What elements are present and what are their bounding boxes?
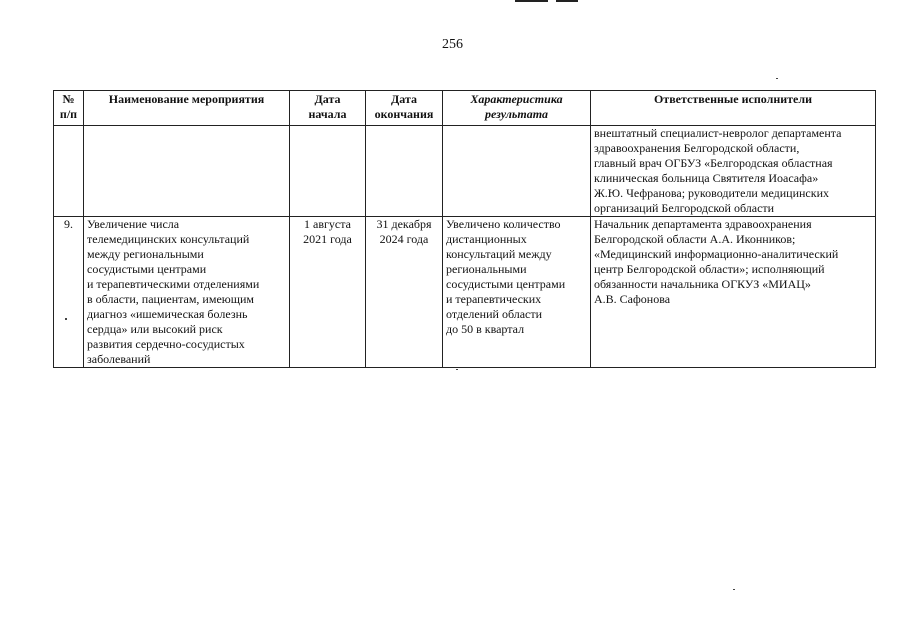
text-line: внештатный специалист-невролог департамента: [594, 126, 842, 140]
scan-speck: [456, 369, 458, 370]
text-line: 2021 года: [303, 232, 352, 246]
text-line: клиническая больница Святителя Иоасафа»: [594, 171, 819, 185]
header-row: [54, 91, 876, 126]
row-result: [443, 126, 591, 217]
text-line: Белгородской области А.А. Иконников;: [594, 232, 796, 246]
row-name: [84, 126, 290, 217]
text-line: 31 декабря: [376, 217, 432, 231]
text-line: главный врач ОГБУЗ «Белгородская областная: [594, 156, 833, 170]
text-line: телемедицинских консультаций: [87, 232, 250, 246]
text-line: результата: [484, 107, 549, 121]
row-name: [84, 217, 290, 368]
action-plan-table: [53, 90, 876, 368]
text-line: и терапевтическими отделениями: [87, 277, 260, 291]
row-num: [54, 126, 84, 217]
table-row: [54, 217, 876, 368]
text-line: организаций Белгородской области: [594, 201, 775, 215]
header-name: [84, 91, 290, 126]
table-row: [54, 126, 876, 217]
text-line: Увеличение числа: [87, 217, 180, 231]
text-line: окончания: [374, 107, 434, 121]
text-line: 2024 года: [379, 232, 429, 246]
text-line: региональными: [446, 262, 527, 276]
row-result: [443, 217, 591, 368]
row-end-date: [366, 217, 443, 368]
text-line: Ж.Ю. Чефранова; руководители медицинских: [594, 186, 829, 200]
header-start-date: [290, 91, 366, 126]
text-line: сосудистыми центрами: [87, 262, 207, 276]
text-line: Дата: [391, 92, 417, 106]
text-line: отделений области: [446, 307, 543, 321]
scan-speck: [733, 589, 735, 590]
text-line: обязанности начальника ОГКУЗ «МИАЦ»: [594, 277, 811, 291]
text-line: Дата: [314, 92, 341, 106]
text-line: развития сердечно-сосудистых: [87, 337, 245, 351]
page-number: 256: [442, 37, 463, 52]
text-line: дистанционных: [446, 232, 527, 246]
top-rule-right: [556, 0, 578, 2]
text-line: «Медицинский информационно-аналитический: [594, 247, 839, 261]
row-end-date: [366, 126, 443, 217]
text-line: сердца» или высокий риск: [87, 322, 223, 336]
top-rule-left: [515, 0, 548, 2]
text-line: п/п: [59, 107, 78, 121]
text-line: между региональными: [87, 247, 204, 261]
text-line: консультаций между: [446, 247, 552, 261]
text-line: до 50 в квартал: [446, 322, 525, 336]
text-line: центр Белгородской области»; исполняющий: [594, 262, 825, 276]
text-line: начала: [308, 107, 347, 121]
row-start-date: [290, 126, 366, 217]
text-line: Начальник департамента здравоохранения: [594, 217, 812, 231]
header-result: [443, 91, 591, 126]
text-line: Увеличено количество: [446, 217, 561, 231]
row-responsible: [591, 217, 876, 368]
text-line: Наименование мероприятия: [108, 92, 265, 106]
header-num: [54, 91, 84, 126]
header-responsible: [591, 91, 876, 126]
text-line: здравоохранения Белгородской области,: [594, 141, 800, 155]
text-line: заболеваний: [87, 352, 151, 366]
text-line: №: [62, 92, 75, 106]
text-line: сосудистыми центрами: [446, 277, 566, 291]
text-line: А.В. Сафонова: [594, 292, 671, 306]
text-line: Ответственные исполнители: [653, 92, 813, 106]
scan-speck: [65, 318, 67, 320]
row-responsible: [591, 126, 876, 217]
text-line: Характеристика: [470, 92, 563, 106]
text-line: 1 августа: [304, 217, 351, 231]
text-line: диагноз «ишемическая болезнь: [87, 307, 248, 321]
row-num: 9.: [54, 217, 84, 368]
header-end-date: [366, 91, 443, 126]
text-line: и терапевтических: [446, 292, 542, 306]
text-line: в области, пациентам, имеющим: [87, 292, 254, 306]
row-start-date: [290, 217, 366, 368]
scan-speck: [776, 78, 778, 79]
